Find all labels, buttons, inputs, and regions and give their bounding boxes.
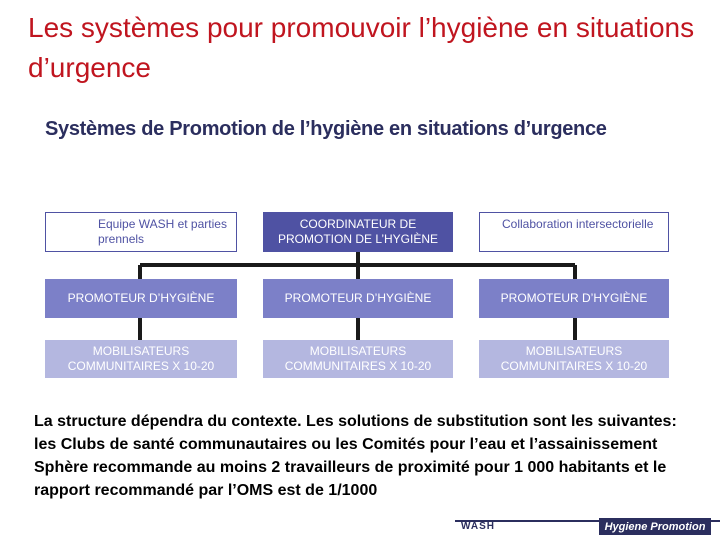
footer-bar — [455, 518, 720, 538]
box-promoter-3-label: PROMOTEUR D’HYGIÈNE — [500, 291, 648, 305]
box-intersectoral-label: Collaboration intersectorielle — [502, 217, 654, 231]
box-promoter-1-label: PROMOTEUR D’HYGIÈNE — [67, 291, 215, 305]
box-coordinator — [263, 212, 453, 252]
box-coordinator-label: COORDINATEUR DE PROMOTION DE L’HYGIÈNE — [277, 217, 439, 246]
body-paragraph-context: La structure dépendra du contexte. Les solutions de substitution sont les suivantes: les Clubs de santé communautaires ou les Comités pour l’eau et l’assainissement — [34, 413, 677, 453]
box-intersectoral — [479, 212, 669, 252]
box-mobiliser-3-label: MOBILISATEURS COMMUNITAIRES X 10-20 — [500, 344, 648, 373]
body-paragraph-sphere: Sphère recommande au moins 2 travailleurs de proximité pour 1 000 habitants et le rapport recommandé par l’OMS est de 1/1000 — [34, 459, 667, 499]
footer-wash-label: WASH — [461, 521, 495, 532]
box-promoter-3 — [479, 279, 669, 318]
footer-hygiene-badge — [599, 518, 711, 535]
slide-title: Les systèmes pour promouvoir l’hygiène en situations d’urgence — [28, 12, 695, 83]
box-mobiliser-1-label: MOBILISATEURS COMMUNITAIRES X 10-20 — [67, 344, 215, 373]
box-promoter-2 — [263, 279, 453, 318]
box-mobiliser-3 — [479, 340, 669, 378]
box-wash-team-label: Equipe WASH et parties prennels — [98, 217, 227, 246]
box-promoter-2-label: PROMOTEUR D’HYGIÈNE — [284, 291, 432, 305]
box-promoter-1 — [45, 279, 237, 318]
diagram-heading: Systèmes de Promotion de l’hygiène en situations d’urgence — [45, 118, 607, 140]
box-wash-team — [45, 212, 237, 252]
body-text — [34, 410, 694, 502]
box-mobiliser-1 — [45, 340, 237, 378]
box-mobiliser-2-label: MOBILISATEURS COMMUNITAIRES X 10-20 — [284, 344, 432, 373]
box-mobiliser-2 — [263, 340, 453, 378]
footer-badge-label: Hygiene Promotion — [604, 520, 706, 533]
